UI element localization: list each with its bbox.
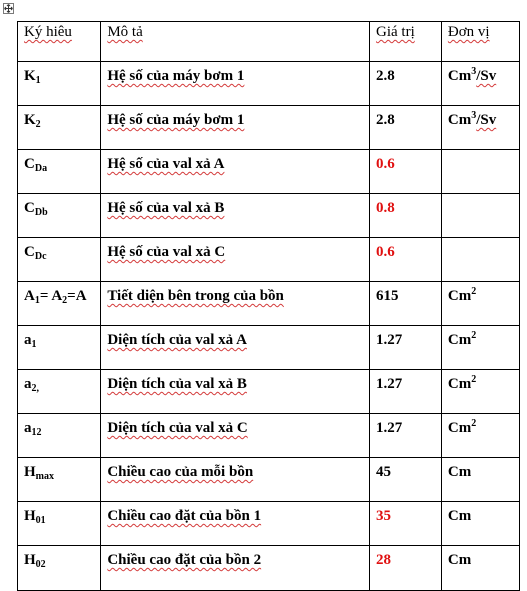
symbol-text: a [24, 420, 32, 436]
unit-superscript: 2 [471, 330, 477, 341]
symbol-subscript: 01 [35, 515, 46, 526]
unit-cell[interactable] [441, 282, 519, 326]
description-text: Diện tích của val xả C [107, 420, 248, 436]
symbol-cell[interactable] [18, 546, 101, 591]
value-cell[interactable] [370, 150, 442, 194]
unit-text-tail: /Sv [476, 68, 497, 84]
description-cell[interactable] [101, 194, 370, 238]
description-text: Hệ số của máy bơm 1 [107, 68, 245, 84]
unit-cell[interactable] [441, 194, 519, 238]
symbol-cell[interactable] [18, 458, 101, 502]
table-row [18, 370, 520, 414]
unit-superscript: 3 [471, 66, 477, 77]
symbol-subscript: 1 [34, 295, 40, 306]
description-cell[interactable] [101, 326, 370, 370]
unit-cell[interactable] [441, 62, 519, 106]
header-symbol[interactable] [18, 22, 101, 62]
value-cell[interactable] [370, 282, 442, 326]
table-row [18, 502, 520, 546]
table-row [18, 458, 520, 502]
symbol-text: A [24, 288, 35, 304]
symbol-cell[interactable] [18, 194, 101, 238]
unit-text: Cm [447, 332, 472, 348]
symbol-text-tail: = A [39, 288, 63, 304]
symbol-cell[interactable] [18, 502, 101, 546]
header-symbol-label: Ký hiêu [24, 24, 72, 40]
value-cell[interactable] [370, 326, 442, 370]
unit-superscript: 2 [471, 374, 477, 385]
table-row [18, 150, 520, 194]
symbol-subscript: Dc [34, 251, 47, 262]
description-cell[interactable] [101, 458, 370, 502]
symbol-subscript: max [35, 471, 55, 482]
table-row [18, 326, 520, 370]
description-text: Hệ số của val xả C [107, 244, 226, 260]
table-row [18, 194, 520, 238]
unit-text: Cm [447, 420, 472, 436]
symbol-cell[interactable] [18, 62, 101, 106]
symbol-subscript: 2, [31, 383, 39, 394]
symbol-text: C [24, 156, 35, 172]
table-move-handle[interactable] [3, 3, 14, 14]
value-text: 35 [376, 508, 392, 524]
description-text: Chiều cao đặt của bồn 2 [107, 552, 262, 568]
header-value-label: Giá trị [376, 24, 415, 40]
unit-cell[interactable] [441, 370, 519, 414]
unit-cell[interactable] [441, 502, 519, 546]
symbol-text: K [24, 68, 36, 84]
table-row [18, 106, 520, 150]
description-cell[interactable] [101, 502, 370, 546]
description-text: Chiều cao đặt của bồn 1 [107, 508, 262, 524]
description-text: Chiều cao của mỗi bồn [107, 464, 254, 480]
symbol-subscript: 1 [31, 339, 37, 350]
description-cell[interactable] [101, 282, 370, 326]
symbol-text: K [24, 112, 36, 128]
value-text: 2.8 [376, 68, 395, 84]
value-text: 28 [376, 552, 392, 568]
description-text: Hệ số của val xả A [107, 156, 225, 172]
header-description-label: Mô tả [107, 24, 143, 40]
value-text: 0.8 [376, 200, 395, 216]
description-cell[interactable] [101, 238, 370, 282]
value-text: 0.6 [376, 244, 395, 260]
symbol-cell[interactable] [18, 370, 101, 414]
unit-text: Cm [447, 464, 472, 480]
unit-superscript: 3 [471, 110, 477, 121]
symbol-cell[interactable] [18, 282, 101, 326]
table-row [18, 546, 520, 591]
symbol-text: H [24, 464, 36, 480]
symbol-text: C [24, 244, 35, 260]
unit-cell[interactable] [441, 414, 519, 458]
value-cell[interactable] [370, 414, 442, 458]
unit-cell[interactable] [441, 458, 519, 502]
value-text: 2.8 [376, 112, 395, 128]
value-cell[interactable] [370, 502, 442, 546]
description-cell[interactable] [101, 150, 370, 194]
unit-superscript: 2 [471, 418, 477, 429]
description-cell[interactable] [101, 370, 370, 414]
value-text: 1.27 [376, 332, 403, 348]
symbol-subscript: 1 [35, 75, 41, 86]
symbol-subscript: Da [34, 163, 48, 174]
unit-cell[interactable] [441, 106, 519, 150]
description-cell[interactable] [101, 106, 370, 150]
table-header-row [18, 22, 520, 62]
unit-cell[interactable] [441, 150, 519, 194]
unit-text: Cm [447, 112, 472, 128]
symbol-subscript-2: 2 [62, 295, 68, 306]
description-text: Diện tích của val xả B [107, 376, 247, 392]
parameter-table [17, 21, 520, 591]
value-cell[interactable] [370, 106, 442, 150]
symbol-subscript: Db [34, 207, 48, 218]
value-text: 1.27 [376, 420, 403, 436]
symbol-cell[interactable] [18, 414, 101, 458]
unit-text: Cm [447, 508, 472, 524]
value-cell[interactable] [370, 546, 442, 591]
symbol-text-tail-2: =A [67, 288, 87, 304]
value-text: 615 [376, 288, 399, 304]
header-unit-label: Đơn vị [447, 24, 490, 40]
table-row [18, 414, 520, 458]
description-cell[interactable] [101, 62, 370, 106]
symbol-cell[interactable] [18, 150, 101, 194]
description-text: Diện tích của val xả A [107, 332, 247, 348]
symbol-cell[interactable] [18, 326, 101, 370]
unit-superscript: 2 [471, 286, 477, 297]
value-text: 1.27 [376, 376, 403, 392]
symbol-text: H [24, 508, 36, 524]
unit-text: Cm [447, 288, 472, 304]
unit-text-tail: /Sv [476, 112, 497, 128]
symbol-text: a [24, 376, 32, 392]
table-row [18, 238, 520, 282]
unit-text: Cm [447, 552, 472, 568]
symbol-subscript: 02 [35, 559, 46, 570]
value-cell[interactable] [370, 238, 442, 282]
description-cell[interactable] [101, 546, 370, 591]
description-text: Tiết diện bên trong của bồn [107, 288, 284, 304]
description-text: Hệ số của máy bơm 1 [107, 112, 245, 128]
value-cell[interactable] [370, 194, 442, 238]
unit-cell[interactable] [441, 326, 519, 370]
value-text: 0.6 [376, 156, 395, 172]
header-value[interactable] [370, 22, 442, 62]
unit-text: Cm [447, 68, 472, 84]
description-text: Hệ số của val xả B [107, 200, 225, 216]
value-cell[interactable] [370, 458, 442, 502]
header-unit[interactable] [441, 22, 519, 62]
unit-text: Cm [447, 376, 472, 392]
symbol-cell[interactable] [18, 106, 101, 150]
value-text: 45 [376, 464, 392, 480]
header-description[interactable] [101, 22, 370, 62]
description-cell[interactable] [101, 414, 370, 458]
unit-cell[interactable] [441, 238, 519, 282]
unit-cell[interactable] [441, 546, 519, 591]
table-row [18, 282, 520, 326]
symbol-subscript: 12 [31, 427, 42, 438]
symbol-text: C [24, 200, 35, 216]
symbol-subscript: 2 [35, 119, 41, 130]
value-cell[interactable] [370, 62, 442, 106]
symbol-cell[interactable] [18, 238, 101, 282]
table-row [18, 62, 520, 106]
symbol-text: H [24, 552, 36, 568]
move-arrows-icon [4, 4, 13, 13]
value-cell[interactable] [370, 370, 442, 414]
symbol-text: a [24, 332, 32, 348]
